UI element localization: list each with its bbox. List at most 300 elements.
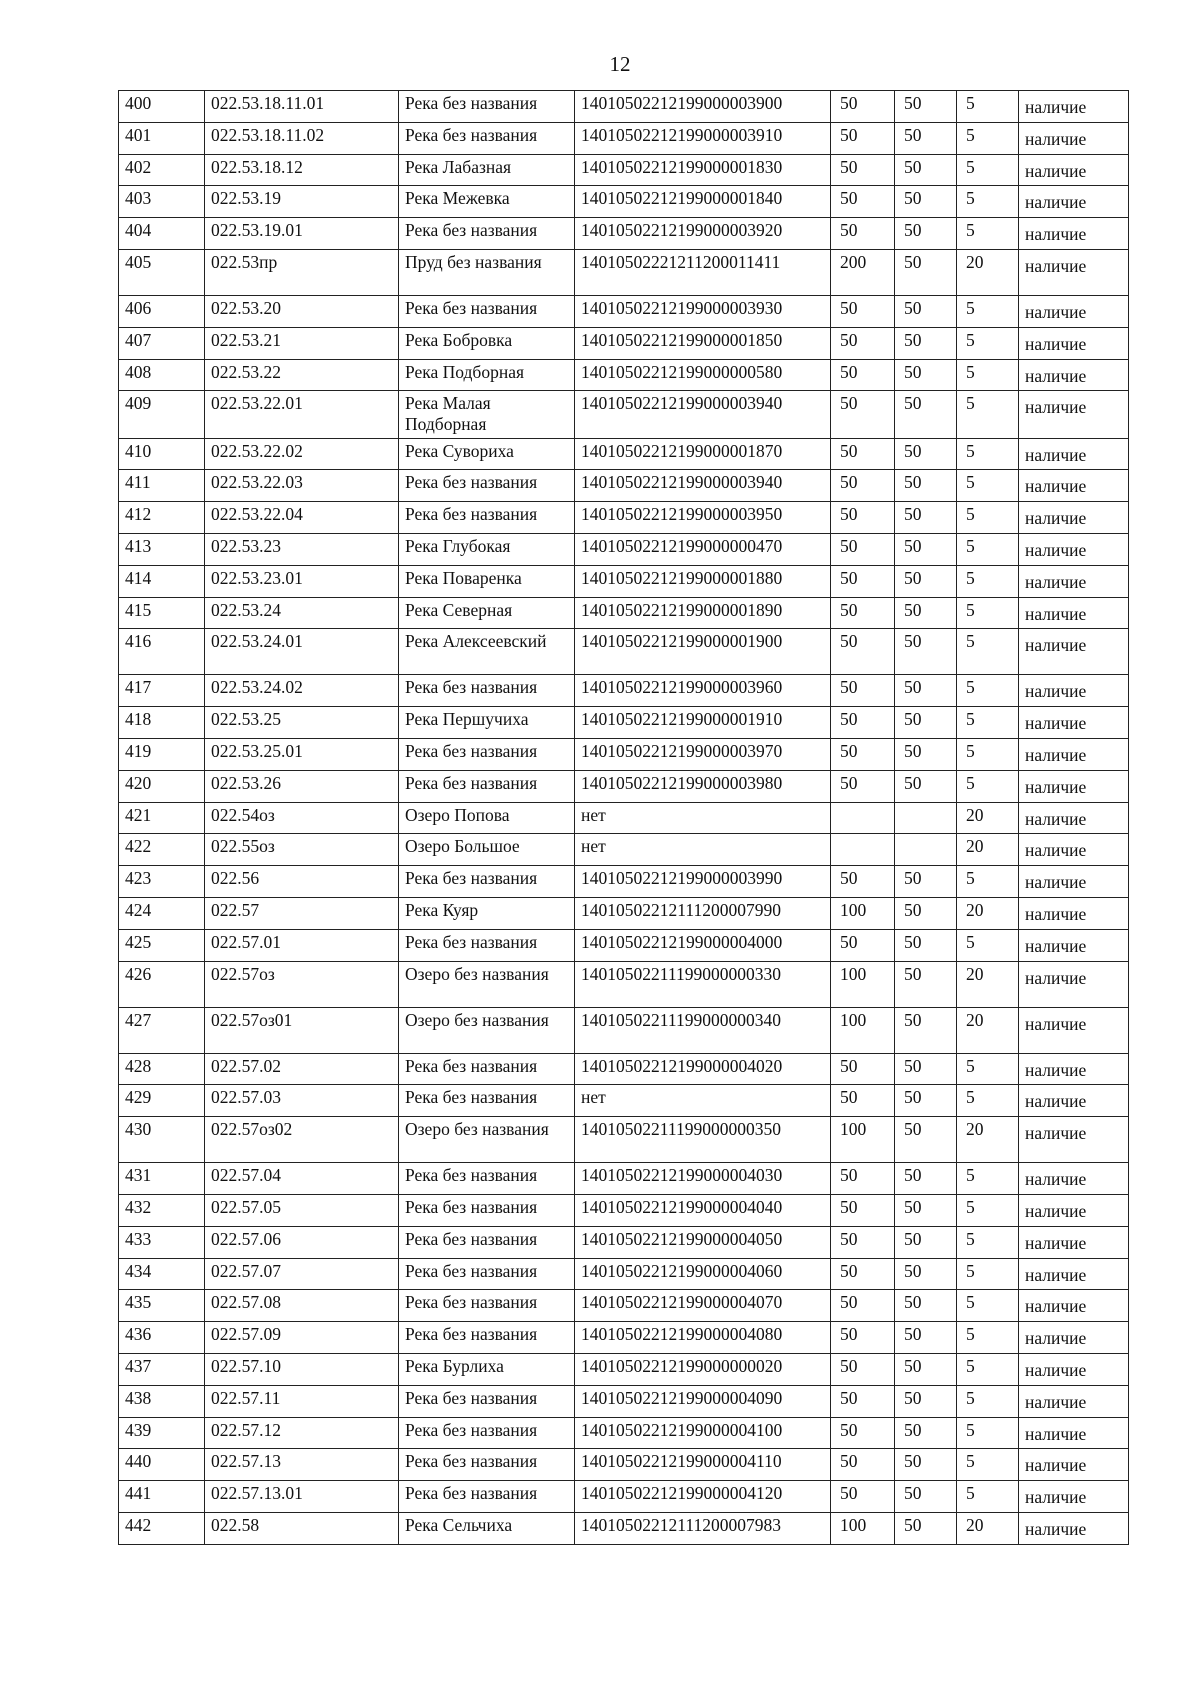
status-cell: наличие bbox=[1019, 802, 1129, 834]
coastal-strip-cell: 5 bbox=[957, 438, 1019, 470]
length-cell: 50 bbox=[831, 154, 895, 186]
length-cell: 50 bbox=[831, 597, 895, 629]
object-code-cell: 022.53.19.01 bbox=[205, 218, 399, 250]
registry-id-cell: 14010502212199000003940 bbox=[575, 391, 831, 438]
object-code-cell: 022.53.18.11.02 bbox=[205, 122, 399, 154]
coastal-strip-cell: 5 bbox=[957, 675, 1019, 707]
water-protection-zone-cell bbox=[895, 834, 957, 866]
object-code-cell: 022.57.09 bbox=[205, 1322, 399, 1354]
status-cell: наличие bbox=[1019, 359, 1129, 391]
water-protection-zone-cell: 50 bbox=[895, 961, 957, 1007]
row-number-cell: 401 bbox=[119, 122, 205, 154]
coastal-strip-cell: 20 bbox=[957, 249, 1019, 295]
coastal-strip-cell: 5 bbox=[957, 1258, 1019, 1290]
length-cell: 50 bbox=[831, 675, 895, 707]
water-protection-zone-cell: 50 bbox=[895, 1163, 957, 1195]
status-cell: наличие bbox=[1019, 1195, 1129, 1227]
object-name-cell: Пруд без названия bbox=[399, 249, 575, 295]
table-row bbox=[119, 218, 1129, 250]
coastal-strip-cell: 5 bbox=[957, 739, 1019, 771]
registry-id-cell: 14010502212199000000020 bbox=[575, 1353, 831, 1385]
registry-id-cell: 14010502212199000001830 bbox=[575, 154, 831, 186]
water-protection-zone-cell: 50 bbox=[895, 1481, 957, 1513]
registry-id-cell: 14010502212199000001910 bbox=[575, 707, 831, 739]
registry-id-cell: 14010502212199000003970 bbox=[575, 739, 831, 771]
table-row bbox=[119, 629, 1129, 675]
status-cell: наличие bbox=[1019, 1007, 1129, 1053]
object-name-cell: Река без названия bbox=[399, 295, 575, 327]
table-row bbox=[119, 1449, 1129, 1481]
status-cell: наличие bbox=[1019, 1512, 1129, 1544]
registry-id-cell: 14010502211199000000350 bbox=[575, 1117, 831, 1163]
object-name-cell: Река без названия bbox=[399, 1195, 575, 1227]
object-code-cell: 022.57.10 bbox=[205, 1353, 399, 1385]
coastal-strip-cell: 20 bbox=[957, 1512, 1019, 1544]
row-number-cell: 437 bbox=[119, 1353, 205, 1385]
registry-id-cell: 14010502212199000003960 bbox=[575, 675, 831, 707]
water-protection-zone-cell: 50 bbox=[895, 629, 957, 675]
registry-id-cell: 14010502212199000004110 bbox=[575, 1449, 831, 1481]
status-cell: наличие bbox=[1019, 1258, 1129, 1290]
coastal-strip-cell: 5 bbox=[957, 1449, 1019, 1481]
registry-id-cell: 14010502212199000004030 bbox=[575, 1163, 831, 1195]
object-name-cell: Река без названия bbox=[399, 502, 575, 534]
table-row bbox=[119, 1258, 1129, 1290]
length-cell: 50 bbox=[831, 565, 895, 597]
status-cell: наличие bbox=[1019, 834, 1129, 866]
status-cell: наличие bbox=[1019, 961, 1129, 1007]
registry-id-cell: 14010502212199000001850 bbox=[575, 327, 831, 359]
registry-id-cell: 14010502212199000003940 bbox=[575, 470, 831, 502]
object-name-cell: Река Куяр bbox=[399, 898, 575, 930]
registry-id-cell: 14010502212199000000470 bbox=[575, 534, 831, 566]
registry-id-cell: 14010502212199000003900 bbox=[575, 91, 831, 123]
table-row bbox=[119, 1053, 1129, 1085]
table-row bbox=[119, 770, 1129, 802]
object-code-cell: 022.57оз01 bbox=[205, 1007, 399, 1053]
table-row bbox=[119, 802, 1129, 834]
length-cell: 100 bbox=[831, 898, 895, 930]
object-name-cell: Река без названия bbox=[399, 1258, 575, 1290]
table-row bbox=[119, 707, 1129, 739]
coastal-strip-cell: 20 bbox=[957, 802, 1019, 834]
row-number-cell: 410 bbox=[119, 438, 205, 470]
coastal-strip-cell: 5 bbox=[957, 1226, 1019, 1258]
table-row bbox=[119, 534, 1129, 566]
object-code-cell: 022.57.04 bbox=[205, 1163, 399, 1195]
status-cell: наличие bbox=[1019, 1163, 1129, 1195]
object-code-cell: 022.53.20 bbox=[205, 295, 399, 327]
row-number-cell: 414 bbox=[119, 565, 205, 597]
coastal-strip-cell: 5 bbox=[957, 359, 1019, 391]
water-protection-zone-cell: 50 bbox=[895, 502, 957, 534]
object-name-cell: Река без названия bbox=[399, 1290, 575, 1322]
status-cell: наличие bbox=[1019, 327, 1129, 359]
status-cell: наличие bbox=[1019, 470, 1129, 502]
table-row bbox=[119, 1007, 1129, 1053]
coastal-strip-cell: 20 bbox=[957, 1007, 1019, 1053]
coastal-strip-cell: 5 bbox=[957, 1353, 1019, 1385]
coastal-strip-cell: 5 bbox=[957, 1322, 1019, 1354]
water-protection-zone-cell: 50 bbox=[895, 1226, 957, 1258]
object-name-cell: Река Межевка bbox=[399, 186, 575, 218]
water-protection-zone-cell: 50 bbox=[895, 675, 957, 707]
status-cell: наличие bbox=[1019, 1290, 1129, 1322]
status-cell: наличие bbox=[1019, 122, 1129, 154]
registry-id-cell: 14010502212199000001840 bbox=[575, 186, 831, 218]
registry-id-cell: 14010502212199000004100 bbox=[575, 1417, 831, 1449]
object-code-cell: 022.53пр bbox=[205, 249, 399, 295]
water-protection-zone-cell: 50 bbox=[895, 1290, 957, 1322]
status-cell: наличие bbox=[1019, 1385, 1129, 1417]
table-body bbox=[119, 91, 1129, 1545]
water-protection-zone-cell: 50 bbox=[895, 470, 957, 502]
length-cell: 50 bbox=[831, 91, 895, 123]
length-cell: 50 bbox=[831, 1385, 895, 1417]
row-number-cell: 415 bbox=[119, 597, 205, 629]
status-cell: наличие bbox=[1019, 1085, 1129, 1117]
row-number-cell: 420 bbox=[119, 770, 205, 802]
object-code-cell: 022.53.22 bbox=[205, 359, 399, 391]
registry-id-cell: 14010502212199000000580 bbox=[575, 359, 831, 391]
status-cell: наличие bbox=[1019, 438, 1129, 470]
object-code-cell: 022.53.21 bbox=[205, 327, 399, 359]
row-number-cell: 413 bbox=[119, 534, 205, 566]
row-number-cell: 424 bbox=[119, 898, 205, 930]
length-cell: 100 bbox=[831, 961, 895, 1007]
registry-id-cell: 14010502212199000004120 bbox=[575, 1481, 831, 1513]
row-number-cell: 434 bbox=[119, 1258, 205, 1290]
status-cell: наличие bbox=[1019, 1449, 1129, 1481]
table-row bbox=[119, 929, 1129, 961]
coastal-strip-cell: 5 bbox=[957, 1085, 1019, 1117]
coastal-strip-cell: 5 bbox=[957, 186, 1019, 218]
length-cell: 50 bbox=[831, 739, 895, 771]
length-cell: 200 bbox=[831, 249, 895, 295]
row-number-cell: 429 bbox=[119, 1085, 205, 1117]
water-protection-zone-cell: 50 bbox=[895, 597, 957, 629]
status-cell: наличие bbox=[1019, 629, 1129, 675]
object-name-cell: Река без названия bbox=[399, 929, 575, 961]
row-number-cell: 411 bbox=[119, 470, 205, 502]
length-cell: 50 bbox=[831, 1449, 895, 1481]
status-cell: наличие bbox=[1019, 597, 1129, 629]
registry-id-cell: 14010502212199000003930 bbox=[575, 295, 831, 327]
table-row bbox=[119, 438, 1129, 470]
length-cell: 50 bbox=[831, 866, 895, 898]
water-protection-zone-cell: 50 bbox=[895, 438, 957, 470]
object-name-cell: Озеро без названия bbox=[399, 961, 575, 1007]
coastal-strip-cell: 5 bbox=[957, 866, 1019, 898]
row-number-cell: 402 bbox=[119, 154, 205, 186]
row-number-cell: 438 bbox=[119, 1385, 205, 1417]
status-cell: наличие bbox=[1019, 898, 1129, 930]
registry-id-cell: 14010502212199000003990 bbox=[575, 866, 831, 898]
coastal-strip-cell: 5 bbox=[957, 534, 1019, 566]
coastal-strip-cell: 5 bbox=[957, 1417, 1019, 1449]
water-protection-zone-cell: 50 bbox=[895, 249, 957, 295]
length-cell: 50 bbox=[831, 359, 895, 391]
table-row bbox=[119, 866, 1129, 898]
water-protection-zone-cell: 50 bbox=[895, 359, 957, 391]
length-cell: 100 bbox=[831, 1117, 895, 1163]
row-number-cell: 418 bbox=[119, 707, 205, 739]
water-protection-zone-cell: 50 bbox=[895, 770, 957, 802]
status-cell: наличие bbox=[1019, 1053, 1129, 1085]
coastal-strip-cell: 5 bbox=[957, 1481, 1019, 1513]
status-cell: наличие bbox=[1019, 1226, 1129, 1258]
object-name-cell: Река Лабазная bbox=[399, 154, 575, 186]
status-cell: наличие bbox=[1019, 391, 1129, 438]
row-number-cell: 404 bbox=[119, 218, 205, 250]
status-cell: наличие bbox=[1019, 154, 1129, 186]
water-protection-zone-cell: 50 bbox=[895, 1512, 957, 1544]
coastal-strip-cell: 5 bbox=[957, 929, 1019, 961]
water-protection-zone-cell: 50 bbox=[895, 739, 957, 771]
table-row bbox=[119, 961, 1129, 1007]
row-number-cell: 425 bbox=[119, 929, 205, 961]
status-cell: наличие bbox=[1019, 739, 1129, 771]
status-cell: наличие bbox=[1019, 770, 1129, 802]
registry-id-cell: нет bbox=[575, 1085, 831, 1117]
length-cell: 50 bbox=[831, 470, 895, 502]
object-code-cell: 022.53.19 bbox=[205, 186, 399, 218]
length-cell: 50 bbox=[831, 438, 895, 470]
object-code-cell: 022.57 bbox=[205, 898, 399, 930]
coastal-strip-cell: 5 bbox=[957, 770, 1019, 802]
object-code-cell: 022.53.22.04 bbox=[205, 502, 399, 534]
object-code-cell: 022.53.23 bbox=[205, 534, 399, 566]
object-name-cell: Река без названия bbox=[399, 770, 575, 802]
object-code-cell: 022.58 bbox=[205, 1512, 399, 1544]
status-cell: наличие bbox=[1019, 249, 1129, 295]
coastal-strip-cell: 20 bbox=[957, 898, 1019, 930]
table-row bbox=[119, 1417, 1129, 1449]
status-cell: наличие bbox=[1019, 565, 1129, 597]
coastal-strip-cell: 20 bbox=[957, 834, 1019, 866]
table-row bbox=[119, 1226, 1129, 1258]
water-protection-zone-cell: 50 bbox=[895, 295, 957, 327]
object-code-cell: 022.57.08 bbox=[205, 1290, 399, 1322]
coastal-strip-cell: 5 bbox=[957, 470, 1019, 502]
water-protection-zone-cell: 50 bbox=[895, 898, 957, 930]
status-cell: наличие bbox=[1019, 91, 1129, 123]
registry-id-cell: 14010502212199000004090 bbox=[575, 1385, 831, 1417]
water-protection-zone-cell: 50 bbox=[895, 122, 957, 154]
coastal-strip-cell: 5 bbox=[957, 1163, 1019, 1195]
registry-id-cell: нет bbox=[575, 834, 831, 866]
status-cell: наличие bbox=[1019, 186, 1129, 218]
registry-id-cell: 14010502212199000004040 bbox=[575, 1195, 831, 1227]
length-cell: 100 bbox=[831, 1007, 895, 1053]
table-row bbox=[119, 1085, 1129, 1117]
row-number-cell: 431 bbox=[119, 1163, 205, 1195]
status-cell: наличие bbox=[1019, 295, 1129, 327]
object-name-cell: Река Подборная bbox=[399, 359, 575, 391]
status-cell: наличие bbox=[1019, 1117, 1129, 1163]
registry-id-cell: 14010502212111200007983 bbox=[575, 1512, 831, 1544]
row-number-cell: 421 bbox=[119, 802, 205, 834]
water-protection-zone-cell: 50 bbox=[895, 1195, 957, 1227]
status-cell: наличие bbox=[1019, 929, 1129, 961]
object-code-cell: 022.53.22.01 bbox=[205, 391, 399, 438]
status-cell: наличие bbox=[1019, 1322, 1129, 1354]
object-code-cell: 022.57.03 bbox=[205, 1085, 399, 1117]
length-cell: 50 bbox=[831, 534, 895, 566]
table-row bbox=[119, 295, 1129, 327]
object-name-cell: Река Алексеевский bbox=[399, 629, 575, 675]
length-cell: 50 bbox=[831, 1481, 895, 1513]
coastal-strip-cell: 5 bbox=[957, 327, 1019, 359]
table-row bbox=[119, 359, 1129, 391]
object-code-cell: 022.56 bbox=[205, 866, 399, 898]
object-name-cell: Река Сувориха bbox=[399, 438, 575, 470]
coastal-strip-cell: 5 bbox=[957, 154, 1019, 186]
coastal-strip-cell: 5 bbox=[957, 218, 1019, 250]
table-row bbox=[119, 834, 1129, 866]
object-code-cell: 022.53.22.03 bbox=[205, 470, 399, 502]
table-row bbox=[119, 1163, 1129, 1195]
object-code-cell: 022.53.23.01 bbox=[205, 565, 399, 597]
row-number-cell: 416 bbox=[119, 629, 205, 675]
length-cell: 50 bbox=[831, 295, 895, 327]
table-row bbox=[119, 898, 1129, 930]
object-code-cell: 022.57.13.01 bbox=[205, 1481, 399, 1513]
registry-id-cell: 14010502212199000004050 bbox=[575, 1226, 831, 1258]
water-protection-zone-cell: 50 bbox=[895, 1385, 957, 1417]
object-code-cell: 022.53.25.01 bbox=[205, 739, 399, 771]
object-code-cell: 022.53.26 bbox=[205, 770, 399, 802]
length-cell bbox=[831, 834, 895, 866]
row-number-cell: 428 bbox=[119, 1053, 205, 1085]
length-cell: 50 bbox=[831, 629, 895, 675]
row-number-cell: 441 bbox=[119, 1481, 205, 1513]
object-name-cell: Река без названия bbox=[399, 122, 575, 154]
registry-id-cell: 14010502212199000001880 bbox=[575, 565, 831, 597]
table-row bbox=[119, 1385, 1129, 1417]
object-name-cell: Река без названия bbox=[399, 739, 575, 771]
water-protection-zone-cell: 50 bbox=[895, 218, 957, 250]
page-number: 12 bbox=[609, 52, 631, 76]
water-protection-zone-cell: 50 bbox=[895, 565, 957, 597]
object-name-cell: Озеро без названия bbox=[399, 1117, 575, 1163]
registry-id-cell: 14010502211199000000340 bbox=[575, 1007, 831, 1053]
registry-id-cell: 14010502212199000003920 bbox=[575, 218, 831, 250]
registry-id-cell: 14010502212199000003980 bbox=[575, 770, 831, 802]
registry-id-cell: 14010502212199000001900 bbox=[575, 629, 831, 675]
object-name-cell: Река без названия bbox=[399, 218, 575, 250]
object-name-cell: Река без названия bbox=[399, 1163, 575, 1195]
object-name-cell: Река Бурлиха bbox=[399, 1353, 575, 1385]
table-row bbox=[119, 154, 1129, 186]
object-code-cell: 022.57.11 bbox=[205, 1385, 399, 1417]
length-cell: 50 bbox=[831, 1353, 895, 1385]
object-code-cell: 022.57.12 bbox=[205, 1417, 399, 1449]
table-row bbox=[119, 502, 1129, 534]
table-row bbox=[119, 186, 1129, 218]
length-cell: 50 bbox=[831, 122, 895, 154]
length-cell: 50 bbox=[831, 770, 895, 802]
row-number-cell: 409 bbox=[119, 391, 205, 438]
row-number-cell: 408 bbox=[119, 359, 205, 391]
row-number-cell: 403 bbox=[119, 186, 205, 218]
object-name-cell: Река без названия bbox=[399, 1322, 575, 1354]
object-code-cell: 022.57.06 bbox=[205, 1226, 399, 1258]
registry-id-cell: 14010502212199000004060 bbox=[575, 1258, 831, 1290]
table-row bbox=[119, 327, 1129, 359]
registry-id-cell: 14010502221211200011411 bbox=[575, 249, 831, 295]
registry-id-cell: нет bbox=[575, 802, 831, 834]
object-name-cell: Река без названия bbox=[399, 866, 575, 898]
table-row bbox=[119, 249, 1129, 295]
length-cell: 50 bbox=[831, 1053, 895, 1085]
water-protection-zone-cell: 50 bbox=[895, 1258, 957, 1290]
row-number-cell: 430 bbox=[119, 1117, 205, 1163]
length-cell: 100 bbox=[831, 1512, 895, 1544]
water-objects-table bbox=[118, 90, 1129, 1545]
row-number-cell: 422 bbox=[119, 834, 205, 866]
row-number-cell: 400 bbox=[119, 91, 205, 123]
length-cell: 50 bbox=[831, 218, 895, 250]
object-name-cell: Река без названия bbox=[399, 1417, 575, 1449]
object-name-cell: Река без названия bbox=[399, 675, 575, 707]
row-number-cell: 432 bbox=[119, 1195, 205, 1227]
registry-id-cell: 14010502212199000004020 bbox=[575, 1053, 831, 1085]
length-cell: 50 bbox=[831, 1322, 895, 1354]
table-row bbox=[119, 1117, 1129, 1163]
water-protection-zone-cell: 50 bbox=[895, 866, 957, 898]
object-code-cell: 022.54оз bbox=[205, 802, 399, 834]
coastal-strip-cell: 5 bbox=[957, 565, 1019, 597]
object-code-cell: 022.53.24.02 bbox=[205, 675, 399, 707]
object-code-cell: 022.53.18.11.01 bbox=[205, 91, 399, 123]
coastal-strip-cell: 5 bbox=[957, 122, 1019, 154]
registry-id-cell: 14010502212199000004080 bbox=[575, 1322, 831, 1354]
object-code-cell: 022.57оз02 bbox=[205, 1117, 399, 1163]
length-cell: 50 bbox=[831, 1226, 895, 1258]
object-name-cell: Река Сельчиха bbox=[399, 1512, 575, 1544]
object-name-cell: Река без названия bbox=[399, 470, 575, 502]
water-protection-zone-cell: 50 bbox=[895, 1449, 957, 1481]
object-name-cell: Река без названия bbox=[399, 1449, 575, 1481]
registry-id-cell: 14010502212199000001890 bbox=[575, 597, 831, 629]
status-cell: наличие bbox=[1019, 866, 1129, 898]
row-number-cell: 406 bbox=[119, 295, 205, 327]
water-protection-zone-cell bbox=[895, 802, 957, 834]
object-name-cell: Река без названия bbox=[399, 1085, 575, 1117]
row-number-cell: 407 bbox=[119, 327, 205, 359]
table-row bbox=[119, 1195, 1129, 1227]
length-cell: 50 bbox=[831, 1258, 895, 1290]
registry-id-cell: 14010502212199000001870 bbox=[575, 438, 831, 470]
length-cell: 50 bbox=[831, 502, 895, 534]
row-number-cell: 417 bbox=[119, 675, 205, 707]
water-protection-zone-cell: 50 bbox=[895, 327, 957, 359]
registry-id-cell: 14010502212199000004000 bbox=[575, 929, 831, 961]
length-cell: 50 bbox=[831, 1290, 895, 1322]
table-row bbox=[119, 1512, 1129, 1544]
coastal-strip-cell: 5 bbox=[957, 1290, 1019, 1322]
coastal-strip-cell: 5 bbox=[957, 295, 1019, 327]
object-code-cell: 022.53.25 bbox=[205, 707, 399, 739]
water-protection-zone-cell: 50 bbox=[895, 1085, 957, 1117]
length-cell: 50 bbox=[831, 1417, 895, 1449]
row-number-cell: 442 bbox=[119, 1512, 205, 1544]
registry-id-cell: 14010502212199000004070 bbox=[575, 1290, 831, 1322]
row-number-cell: 427 bbox=[119, 1007, 205, 1053]
length-cell: 50 bbox=[831, 327, 895, 359]
object-name-cell: Река Северная bbox=[399, 597, 575, 629]
